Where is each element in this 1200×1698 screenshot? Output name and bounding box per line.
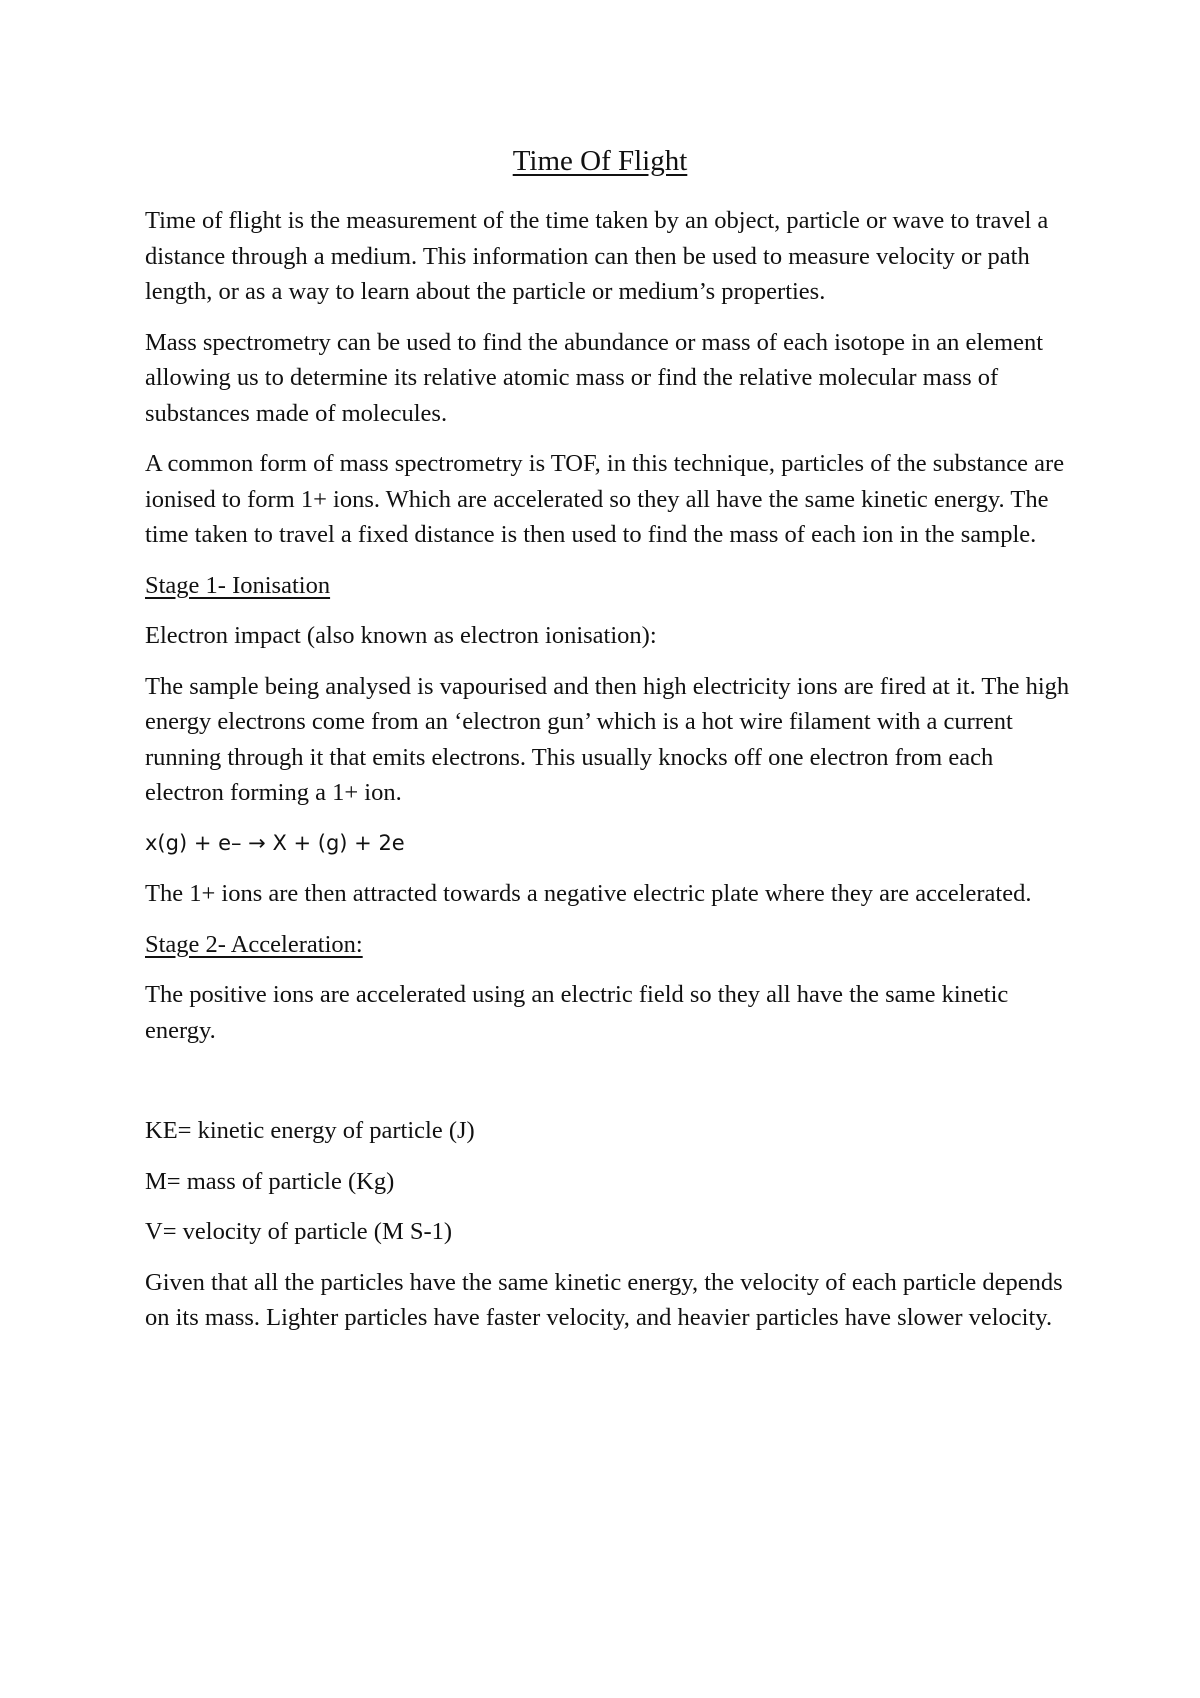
conclusion-paragraph: Given that all the particles have the same kinetic energy, the velocity of each particle depends on its mass. Lighter particles have faster velocity, and heavier particles have slower velocity.	[145, 1268, 1063, 1331]
stage2-heading-text: Stage 2- Acceleration:	[145, 930, 363, 958]
stage1-heading	[145, 568, 1070, 604]
definition-m: M= mass of particle (Kg)	[145, 1167, 395, 1195]
document-body	[145, 203, 1070, 1351]
equation-gap	[145, 1063, 1070, 1113]
stage1-body-paragraph: The sample being analysed is vapourised and then high electricity ions are fired at it. The high energy electrons come from an ‘electron gun’ which is a hot wire filament with a current running through it that emits electrons. This usually knocks off one electron from each electron forming a 1+ ion.	[145, 672, 1070, 806]
stage1-subheading: Electron impact (also known as electron ionisation):	[145, 622, 657, 649]
stage2-body-paragraph: The positive ions are accelerated using an electric field so they all have the same kinetic energy.	[145, 981, 1009, 1044]
stage2-heading	[145, 927, 1070, 963]
intro-paragraph: Time of flight is the measurement of the time taken by an object, particle or wave to travel a distance through a medium. This information can then be used to measure velocity or path length, or as a way to learn about the particle or medium’s properties.	[145, 207, 1049, 305]
tof-paragraph: A common form of mass spectrometry is TOF, in this technique, particles of the substance are ionised to form 1+ ions. Which are accelerated so they all have the same kinetic energy. The time taken to travel a fixed distance is then used to find the mass of each ion in the sample.	[145, 450, 1065, 548]
document-title: Time Of Flight	[512, 145, 688, 177]
definition-ke: KE= kinetic energy of particle (J)	[145, 1117, 475, 1144]
mass-spectrometry-paragraph: Mass spectrometry can be used to find the abundance or mass of each isotope in an element allowing us to determine its relative atomic mass or find the relative molecular mass of substances made of molecules.	[145, 328, 1044, 427]
stage1-after-paragraph: The 1+ ions are then attracted towards a negative electric plate where they are accelerated.	[145, 880, 1032, 907]
definition-v: V= velocity of particle (M S-1)	[145, 1218, 453, 1245]
ionisation-equation: x(g) + e– → X + (g) + 2e	[145, 830, 405, 855]
stage1-heading-text: Stage 1- Ionisation	[145, 571, 331, 599]
